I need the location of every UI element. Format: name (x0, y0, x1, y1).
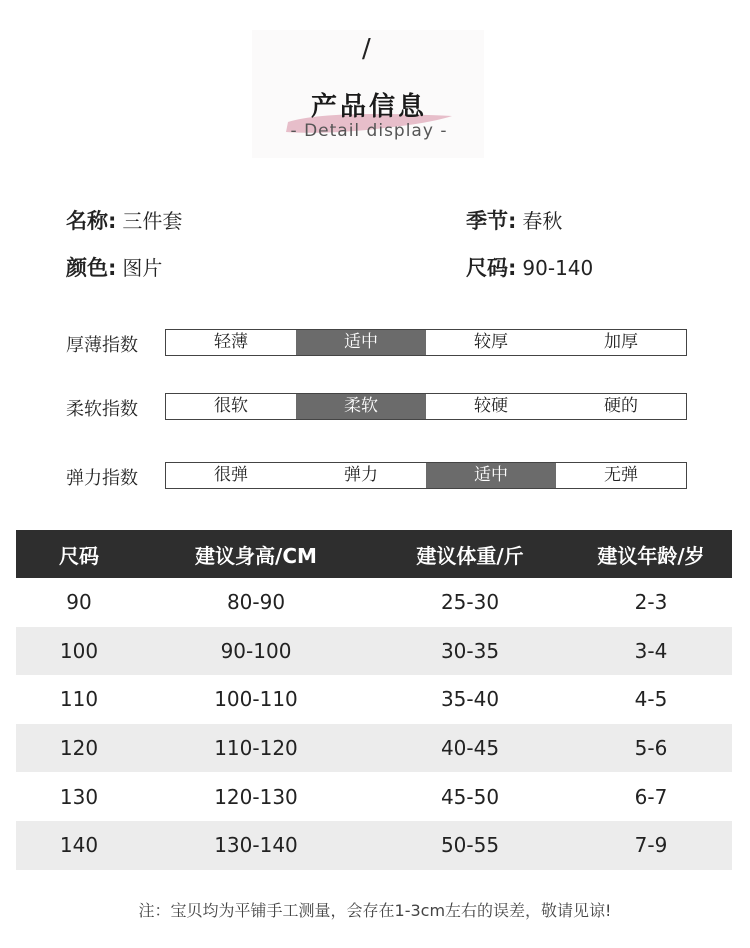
cell-age: 5-6 (570, 724, 732, 773)
elasticity-label: 弹力指数 (66, 468, 138, 489)
size-table-header (16, 530, 732, 578)
info-color-key: 颜色: (66, 256, 117, 280)
info-season-value: 春秋 (522, 209, 563, 233)
softness-option: 柔软 (296, 394, 426, 419)
cell-size: 110 (59, 687, 99, 712)
softness-label: 柔软指数 (66, 399, 138, 420)
section-subtitle: - Detail display - (290, 121, 448, 141)
measurement-note: 注：宝贝均为平铺手工测量，会存在1-3cm左右的误差，敬请见谅! (138, 901, 612, 920)
cell-size: 90 (66, 590, 92, 615)
table-row (16, 724, 732, 773)
cell-size: 120 (16, 724, 142, 773)
table-row (16, 772, 732, 821)
header-size: 尺码 (16, 530, 142, 578)
thickness-scale (165, 329, 687, 356)
elasticity-option: 弹力 (344, 465, 378, 485)
cell-age: 3-4 (570, 627, 732, 676)
elasticity-option: 适中 (426, 463, 556, 488)
elasticity-option: 无弹 (604, 465, 638, 485)
cell-age: 7-9 (570, 821, 732, 870)
info-name (66, 205, 182, 235)
thickness-option: 加厚 (604, 332, 638, 352)
elasticity-scale (165, 462, 687, 489)
cell-height: 100-110 (214, 687, 298, 712)
table-row (16, 578, 732, 627)
header-height: 建议身高/CM (142, 530, 370, 578)
cell-weight: 45-50 (440, 784, 500, 809)
info-season-key: 季节: (466, 209, 517, 233)
softness-option: 很软 (214, 396, 248, 416)
cell-age: 6-7 (634, 784, 668, 809)
table-row (16, 675, 732, 724)
header-weight: 建议体重/斤 (370, 530, 570, 578)
cell-age: 4-5 (634, 687, 668, 712)
cell-weight: 25-30 (440, 590, 500, 615)
table-row (16, 627, 732, 676)
info-color-value: 图片 (122, 256, 163, 280)
cell-age: 2-3 (634, 590, 668, 615)
softness-option: 硬的 (604, 396, 638, 416)
cell-weight: 35-40 (440, 687, 500, 712)
cell-size: 140 (16, 821, 142, 870)
cell-height: 90-100 (142, 627, 370, 676)
cell-size: 100 (16, 627, 142, 676)
info-name-value: 三件套 (122, 209, 183, 233)
header-slash: / (362, 34, 371, 64)
info-size (466, 252, 593, 282)
thickness-option: 轻薄 (214, 332, 248, 352)
softness-scale (165, 393, 687, 420)
cell-height: 110-120 (142, 724, 370, 773)
info-season (466, 205, 562, 235)
thickness-option: 适中 (296, 330, 426, 355)
info-size-key: 尺码: (466, 256, 517, 280)
cell-size: 130 (59, 784, 99, 809)
elasticity-option: 很弹 (214, 465, 248, 485)
info-size-value: 90-140 (522, 256, 594, 280)
cell-weight: 40-45 (370, 724, 570, 773)
header-age: 建议年龄/岁 (570, 530, 732, 578)
softness-option: 较硬 (474, 396, 508, 416)
cell-weight: 30-35 (370, 627, 570, 676)
thickness-option: 较厚 (474, 332, 508, 352)
cell-height: 80-90 (226, 590, 286, 615)
table-row (16, 821, 732, 870)
info-color (66, 252, 162, 282)
thickness-label: 厚薄指数 (66, 335, 138, 356)
cell-height: 130-140 (142, 821, 370, 870)
section-title: 产品信息 (310, 92, 427, 122)
cell-height: 120-130 (214, 784, 298, 809)
cell-weight: 50-55 (370, 821, 570, 870)
info-name-key: 名称: (66, 209, 117, 233)
size-table (16, 530, 732, 870)
